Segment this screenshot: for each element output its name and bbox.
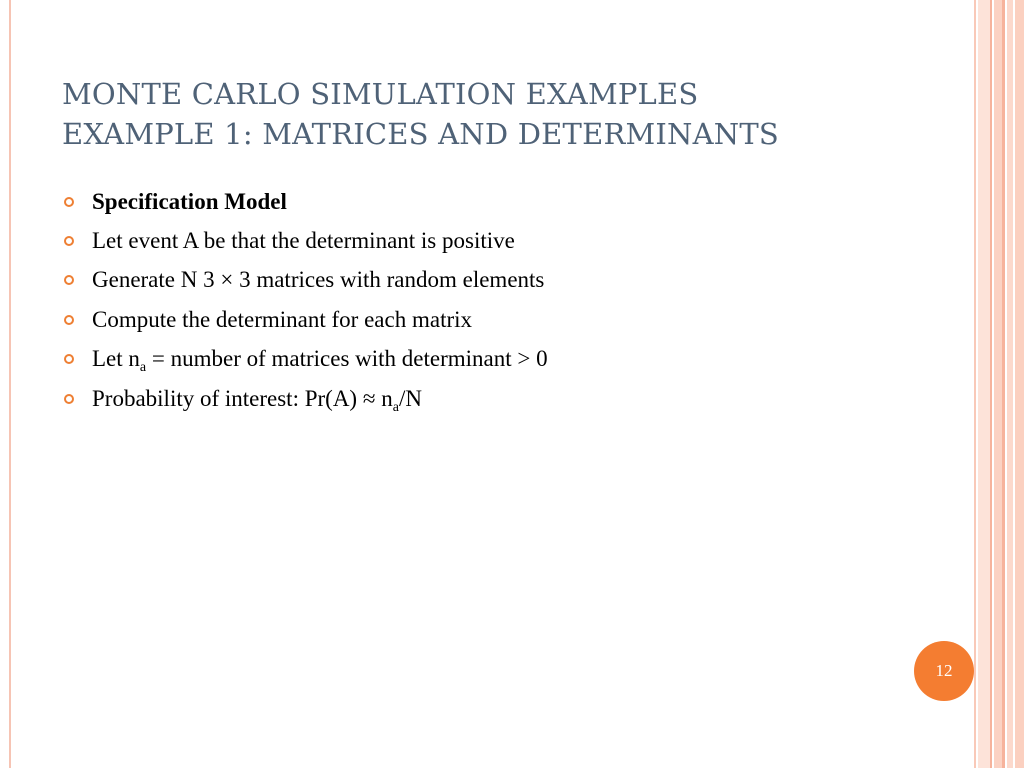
bullet-item: [62, 300, 942, 339]
bullet-text-post: /N: [398, 385, 422, 411]
bullet-text: Specification Model: [92, 188, 287, 214]
bullet-text-pre: Probability of interest: Pr(A) ≈ n: [92, 385, 393, 411]
bullet-circle-icon: [64, 315, 74, 325]
bullet-text: [92, 346, 548, 376]
bullet-item: [62, 340, 942, 379]
page-number-badge: [914, 641, 974, 701]
bullet-item: [62, 182, 942, 221]
bullet-item: [62, 379, 942, 418]
slide-title: [62, 74, 962, 154]
subscript: a: [392, 399, 399, 415]
bullet-text: Compute the determinant for each matrix: [92, 306, 473, 332]
right-decorative-stripes: [974, 0, 1024, 768]
bullet-circle-icon: [64, 275, 74, 285]
stripe: [994, 0, 1002, 768]
left-border-line: [9, 0, 11, 768]
bullet-list: [62, 182, 942, 418]
stripe: [978, 0, 990, 768]
bullet-item: [62, 221, 942, 260]
bullet-text: Let event A be that the determinant is positive: [92, 228, 515, 254]
stripe: [1002, 0, 1005, 768]
bullet-text: Generate N 3 × 3 matrices with random elements: [92, 267, 545, 293]
bullet-circle-icon: [64, 354, 74, 364]
page-number: 12: [935, 661, 953, 680]
title-line-1: MONTE CARLO SIMULATION EXAMPLES: [62, 77, 699, 111]
subscript: a: [139, 360, 147, 376]
bullet-text-post: = number of matrices with determinant > 0: [146, 346, 548, 372]
title-line-2: EXAMPLE 1: MATRICES AND DETERMINANTS: [62, 117, 779, 151]
bullet-circle-icon: [64, 394, 74, 404]
stripe: [1015, 0, 1024, 768]
bullet-circle-icon: [64, 236, 74, 246]
stripe: [990, 0, 992, 768]
bullet-text-pre: Let n: [92, 346, 140, 372]
bullet-text: [92, 385, 422, 415]
bullet-circle-icon: [64, 197, 74, 207]
stripe: [1007, 0, 1013, 768]
stripe: [974, 0, 976, 768]
bullet-item: [62, 261, 942, 300]
